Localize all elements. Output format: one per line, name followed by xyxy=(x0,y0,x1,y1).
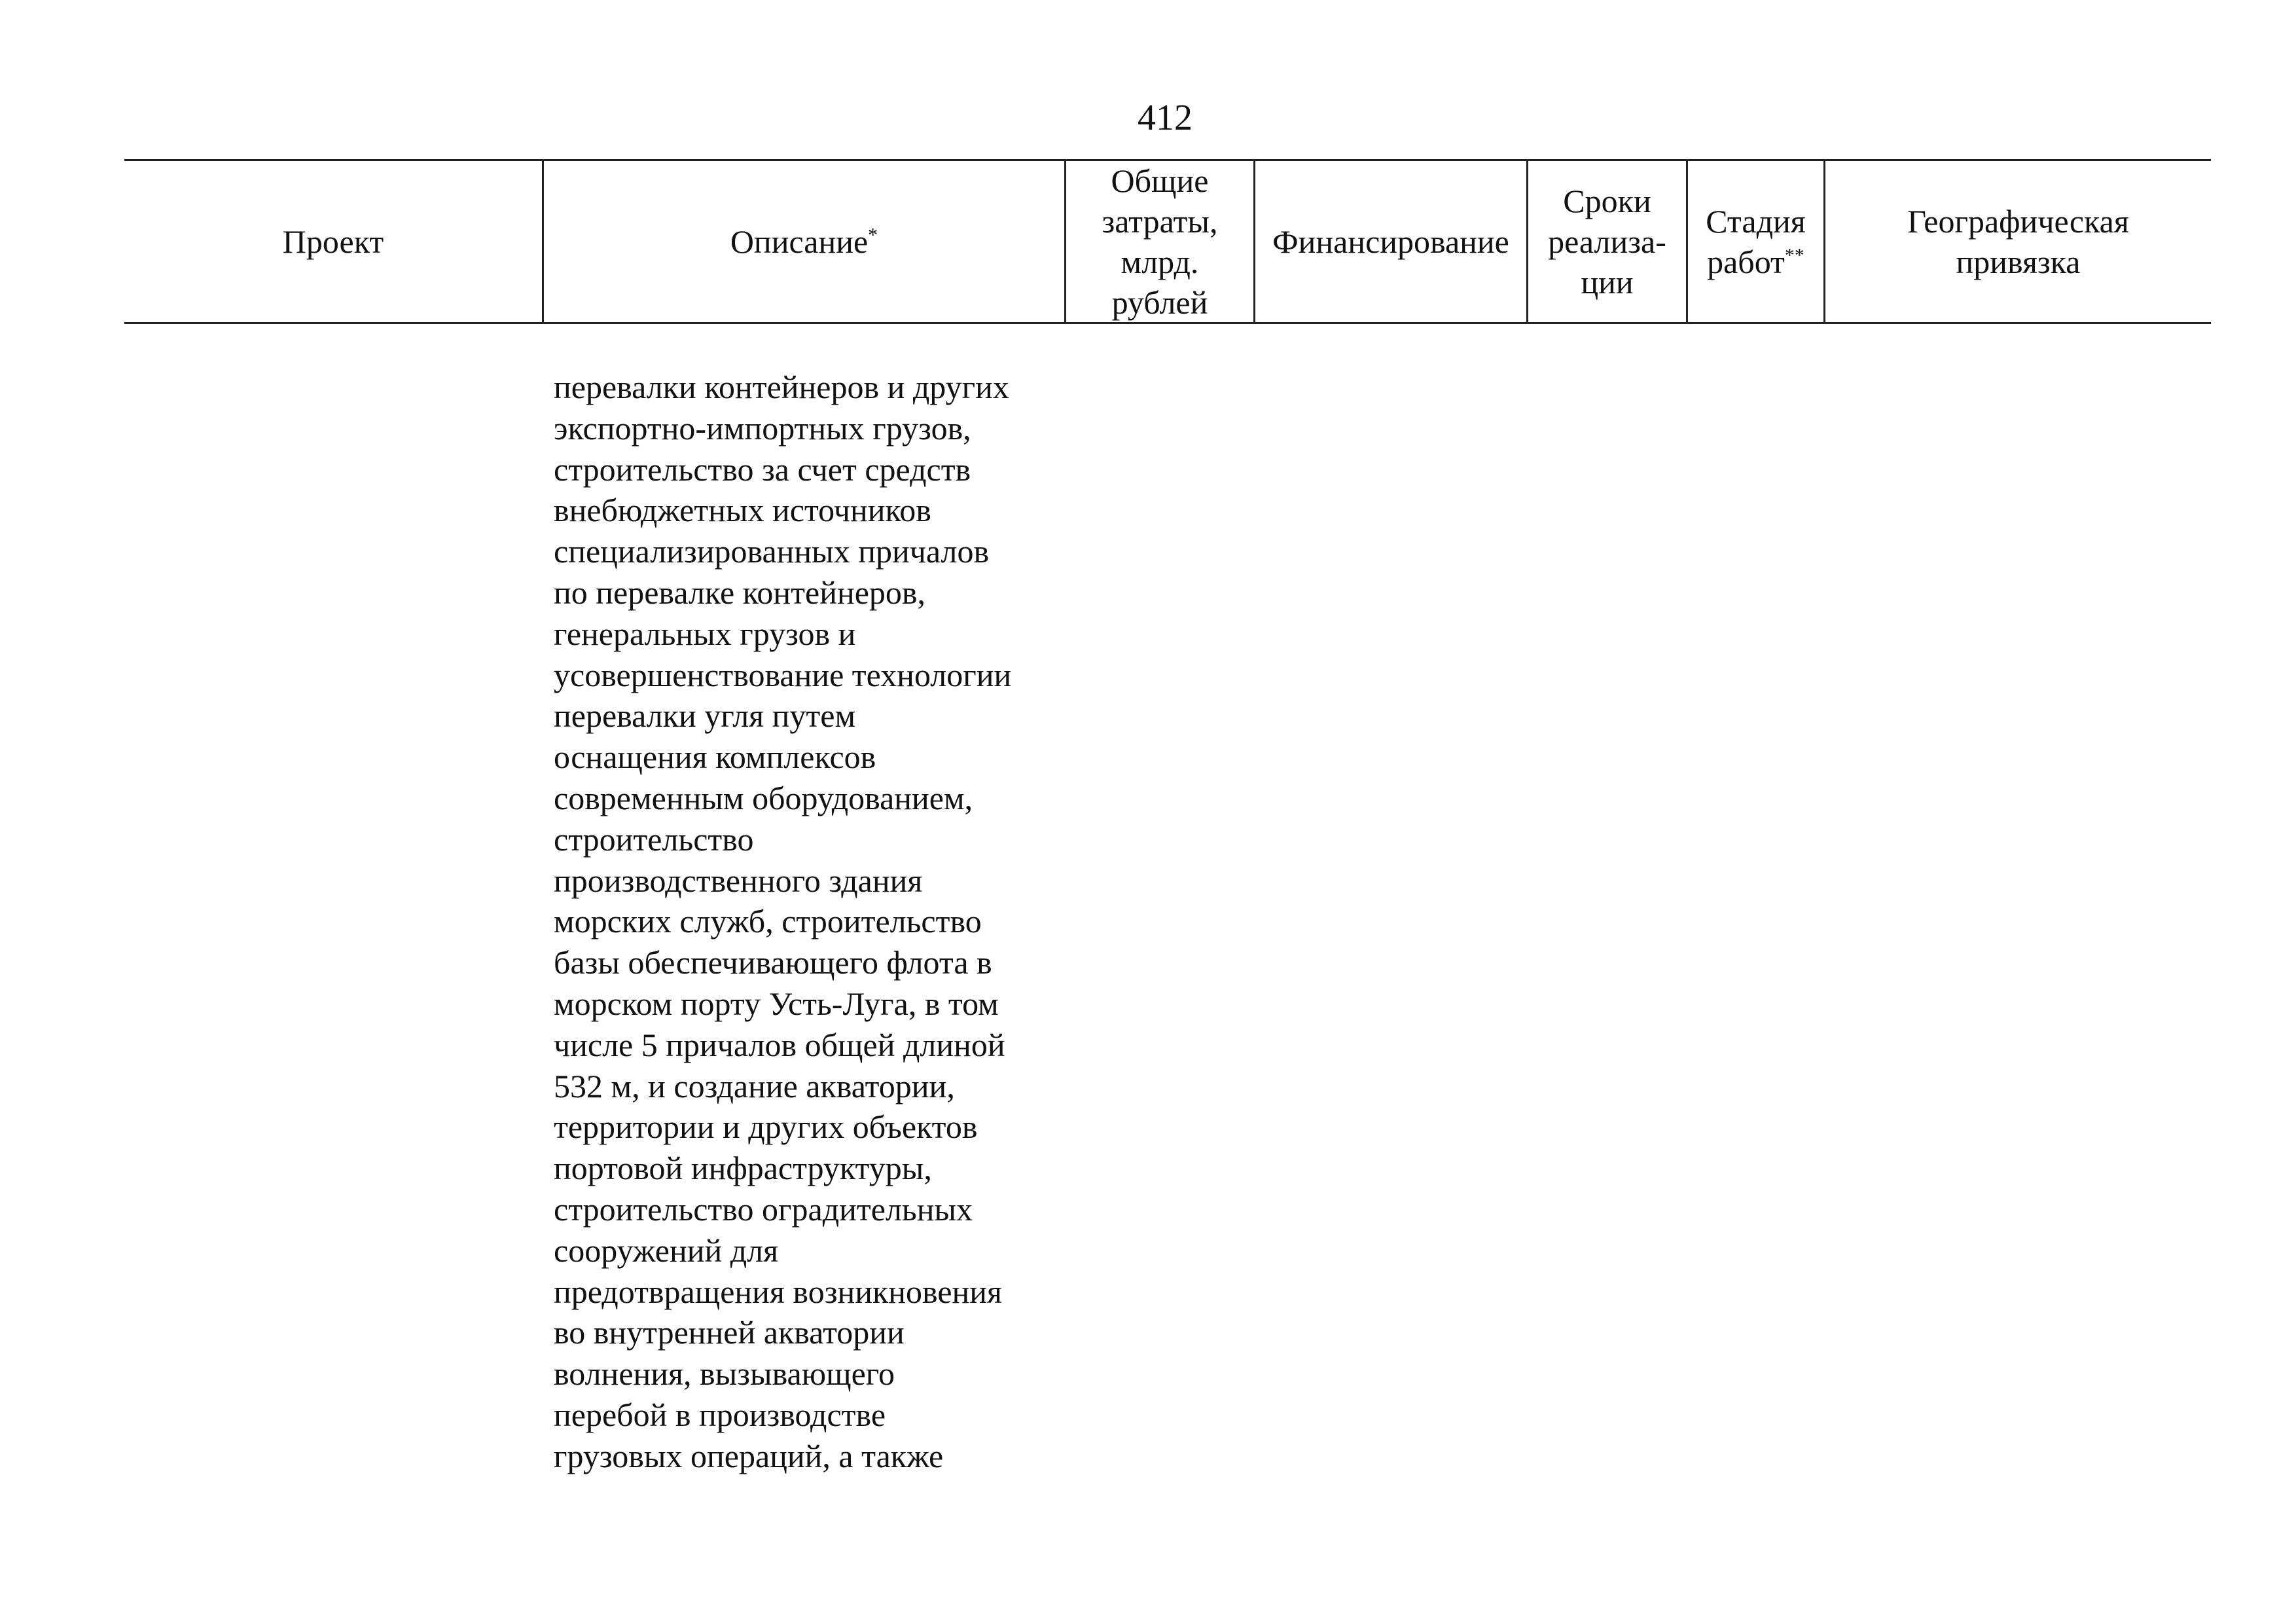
description-text xyxy=(554,367,1077,1477)
description-line: экспортно-импортных грузов, xyxy=(554,409,971,447)
header-project: Проект xyxy=(282,223,384,260)
description-line: современным оборудованием, xyxy=(554,779,973,816)
description-line: портовой инфраструктуры, xyxy=(554,1150,932,1187)
description-line: перебой в производстве xyxy=(554,1396,886,1433)
description-line: внебюджетных источников xyxy=(554,492,931,529)
header-description-label: Описание xyxy=(730,223,869,260)
description-line: морских служб, строительство xyxy=(554,903,982,940)
description-line: грузовых операций, а также xyxy=(554,1437,944,1474)
description-line: оснащения комплексов xyxy=(554,739,876,776)
header-terms: Сроки реализа- ции xyxy=(1548,183,1666,301)
description-line: во внутренней акватории xyxy=(554,1314,905,1351)
description-line: волнения, вызывающего xyxy=(554,1355,895,1393)
description-line: базы обеспечивающего флота в xyxy=(554,944,992,981)
description-line: специализированных причалов xyxy=(554,533,990,570)
description-line: усовершенствование технологии xyxy=(554,656,1012,693)
description-line: 532 м, и создание акватории, xyxy=(554,1067,955,1104)
description-line: перевалки контейнеров и других xyxy=(554,369,1009,405)
description-line: морском порту Усть-Луга, в том xyxy=(554,985,999,1022)
description-line: территории и других объектов xyxy=(554,1108,978,1146)
description-line: строительство оградительных xyxy=(554,1190,973,1228)
description-line: строительство за счет средств xyxy=(554,450,971,488)
description-line: перевалки угля путем xyxy=(554,697,856,735)
header-description xyxy=(544,161,1064,322)
footnote-mark-single: * xyxy=(868,224,878,246)
description-line: генеральных грузов и xyxy=(554,615,856,652)
header-stage: Стадия работ** xyxy=(1706,203,1806,280)
header-total-costs: Общие затраты, млрд. рублей xyxy=(1102,162,1218,321)
description-line: строительство xyxy=(554,820,754,858)
header-geographic-reference: Географическая привязка xyxy=(1907,203,2129,280)
description-line: числе 5 причалов общей длиной xyxy=(554,1026,1005,1063)
footnote-mark-double: ** xyxy=(1784,244,1804,266)
description-line: предотвращения возникновения xyxy=(554,1273,1003,1310)
description-line: по перевалке контейнеров, xyxy=(554,574,926,611)
description-line: производственного здания xyxy=(554,862,923,899)
page-number: 412 xyxy=(1138,98,1193,138)
header-financing: Финансирование xyxy=(1272,223,1509,260)
description-line: сооружений для xyxy=(554,1231,779,1269)
